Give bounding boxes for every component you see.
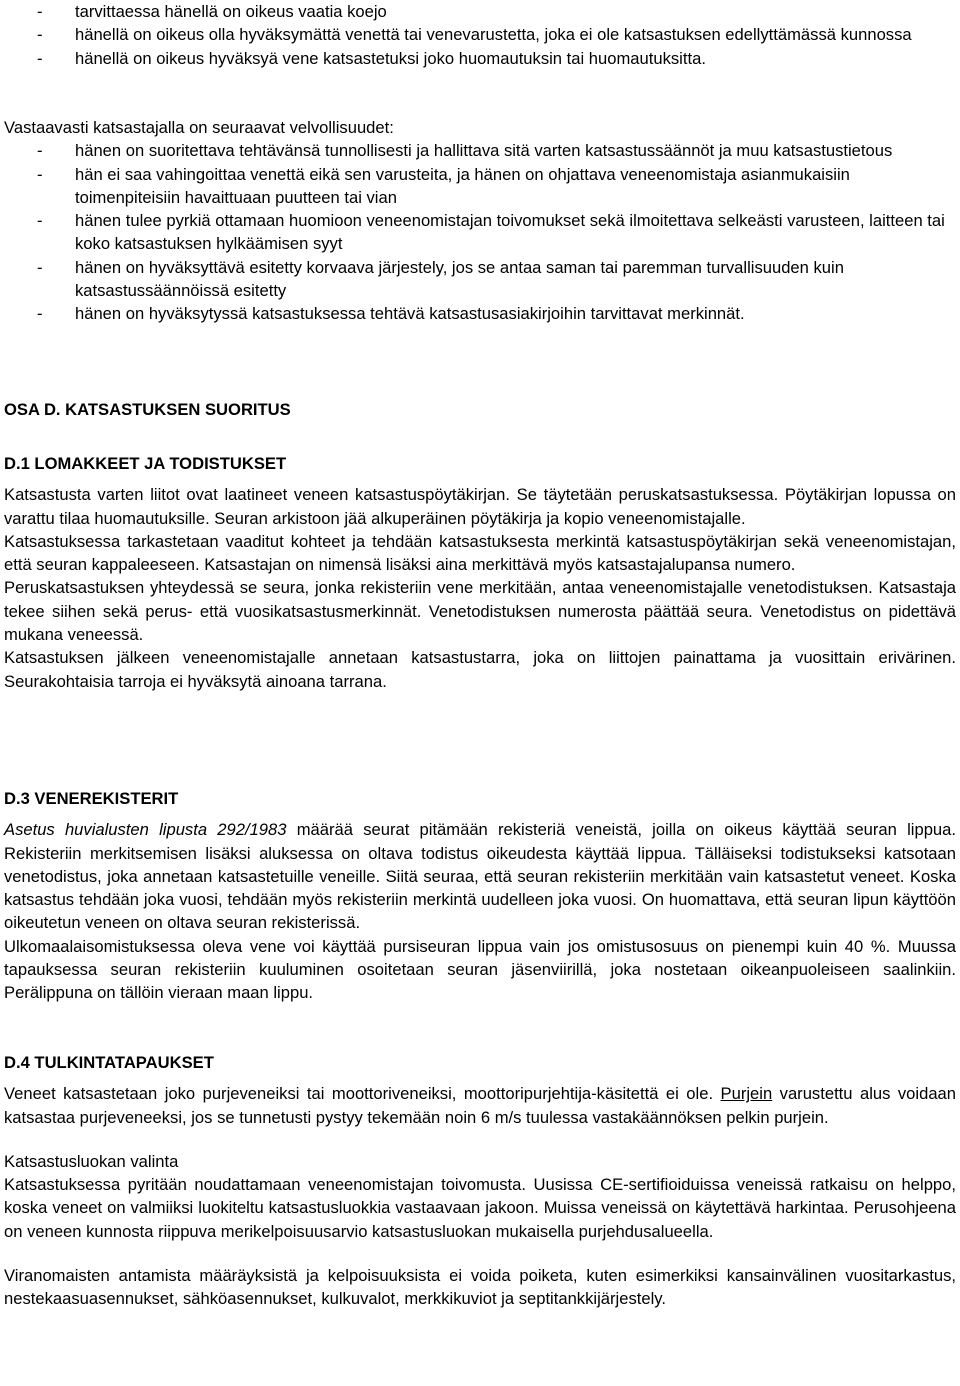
d1-title: D.1 LOMAKKEET JA TODISTUKSET [4,454,287,473]
d3-paragraph-text: määrää seurat pitämään rekisteriä veneistä, joilla on oikeus käyttää seuran lippua. Rekisteriin merkitsemisen lisäksi aluksessa on oltava todistus oikeudesta käyttää lippua. Tälläiseksi todistukseksi katsotaan venetodistus, joka annetaan katsastetuille veneille. Siitä seuraa, että seuran rekisteriin merkitään vain katsastetut veneet. Koska katsastus tehdään joka vuosi, tehdään myös rekisteriin merkintä uudelleen joka vuosi. On huomattava, että seuran lipun käyttöön oikeutetun veneen on oltava seuran rekisterissä. [4,820,956,933]
list-dash: - [37,25,43,45]
list-item [4,0,956,23]
list-dash: - [37,2,43,21]
d3-section [4,787,956,1005]
list-item [4,163,956,210]
list-item-text: hänen on hyväksytyssä katsastuksessa tehtävä katsastusasiakirjoihin tarvittavat merkinnät. [75,304,745,324]
list-item-text: hänen on hyväksyttävä esitetty korvaava järjestely, jos se antaa saman tai paremman turvallisuuden kuin katsastussäännöissä esitetty [75,257,844,301]
list-dash: - [37,304,43,324]
list-dash: - [37,257,43,277]
d1-paragraph: Peruskatsastuksen yhteydessä se seura, jonka rekisteriin vene merkitään, antaa veneenomistajalle venetodistuksen. Katsastaja tekee siihen sekä perus- että vuosikatsastusmerkinnät. Venetodistuksen numerosta päättää seura. Venetodistus on pidettävä mukana veneessä. [4,578,956,645]
list-dash: - [37,48,43,68]
d4-title: D.4 TULKINTATAPAUKSET [4,1053,214,1072]
list-item-text: hänen on suoritettava tehtävänsä tunnollisesti ja hallittava sitä varten katsastussäännöt ja muu katsastustietous [75,141,893,161]
list-item-text: hänellä on oikeus hyväksyä vene katsastetuksi joko huomautuksin tai huomautuksitta. [75,48,706,68]
d4-underlined-word: Purjein [720,1084,773,1104]
list-item [4,139,956,162]
d3-title: D.3 VENEREKISTERIT [4,789,179,808]
list-item [4,256,956,303]
list-item-text: tarvittaessa hänellä on oikeus vaatia koejo [75,2,387,21]
list-item-text: hänellä on oikeus olla hyväksymättä venettä tai venevarustetta, joka ei ole katsastuksen edellyttämässä kunnossa [75,25,912,45]
d1-paragraph: Katsastusta varten liitot ovat laatineet veneen katsastuspöytäkirjan. Se täytetään peruskatsastuksessa. Pöytäkirjan lopussa on varattu tilaa huomautuksille. Seuran arkistoon jää alkuperäinen pöytäkirja ja kopio veneenomistajalle. [4,485,956,528]
d4-paragraph: Katsastuksessa pyritään noudattamaan veneenomistajan toivomusta. Uusissa CE-sertifioiduissa veneissä ratkaisu on helppo, koska veneet on valmiiksi luokiteltu katsastusluokkia vastaavaan jakoon. Muissa veneissä on käytettävä harkintaa. Perusohjeena on veneen kunnosta riippuva merikelpoisuusarvio katsastusluokan mukaisella purjehdusalueella. [4,1175,956,1241]
duties-intro: Vastaavasti katsastajalla on seuraavat velvollisuudet: [4,118,394,137]
d4-paragraph-text: Veneet katsastetaan joko purjeveneiksi tai moottoriveneiksi, moottoripurjehtija-käsitettä ei ole. [4,1084,721,1104]
d4-paragraph-text: varustettu alus voidaan katsastaa purjeveneeksi, jos se tunnetusti pystyy tekemään noin 6 m/s tuulessa vastakäännöksen pelkin purjein. [4,1084,957,1127]
d1-paragraph: Katsastuksen jälkeen veneenomistajalle annetaan katsastustarra, joka on liittojen painattama ja vuosittain erivärinen. Seurakohtaisia tarroja ei hyväksytä ainoana tarrana. [4,648,956,691]
d1-paragraph: Katsastuksessa tarkastetaan vaaditut kohteet ja tehdään katsastuksesta merkintä katsastuspöytäkirjan sekä veneenomistajan, että seuran kappaleeseen. Katsastajan on nimensä lisäksi aina merkittävä myös katsastajalupansa numero. [4,531,956,575]
list-dash: - [37,211,43,231]
duties-block [4,116,956,326]
list-item-text: hän ei saa vahingoittaa venettä eikä sen varusteita, ja hänen on ohjattava veneenomistaja asianmukaisiin toimenpiteisiin havaittuaan puutteen tai vian [75,164,850,207]
d4-subheading: Katsastusluokan valinta [4,1151,179,1171]
d4-paragraph: Viranomaisten antamista määräyksistä ja kelpoisuuksista ei voida poiketa, kuten esimerkiksi kansainvälinen vuositarkastus, nestekaasuasennukset, sähköasennukset, kulkuvalot, merkkikuviot ja septitankkijärjestely. [4,1266,956,1309]
list-item [4,47,956,70]
d3-paragraph: Ulkomaalaisomistuksessa oleva vene voi käyttää pursiseuran lippua vain jos omistusosuus on pienempi kuin 40 %. Muussa tapauksessa seuran rekisteriin kuuluminen osoitetaan seuran jäsenviirillä, joka nostetaan oikeanpuoleiseen saalinkiin. Perälippuna on tällöin vieraan maan lippu. [4,936,956,1003]
list-item [4,23,956,46]
top-list [4,0,956,70]
list-item-text: hänen tulee pyrkiä ottamaan huomioon veneenomistajan toivomukset sekä ilmoitettava selkeästi varusteen, laitteen tai koko katsastuksen hylkäämisen syyt [75,211,945,254]
d4-section [4,1051,956,1311]
list-dash: - [37,141,43,161]
d3-paragraph [4,818,956,934]
list-item [4,209,956,256]
section-d-title: OSA D. KATSASTUKSEN SUORITUS [4,400,291,419]
list-dash: - [37,164,43,184]
d4-paragraph [4,1082,956,1129]
d3-decree-reference: Asetus huvialusten lipusta 292/1983 [4,820,287,840]
list-item [4,302,956,325]
d1-section [4,452,956,693]
